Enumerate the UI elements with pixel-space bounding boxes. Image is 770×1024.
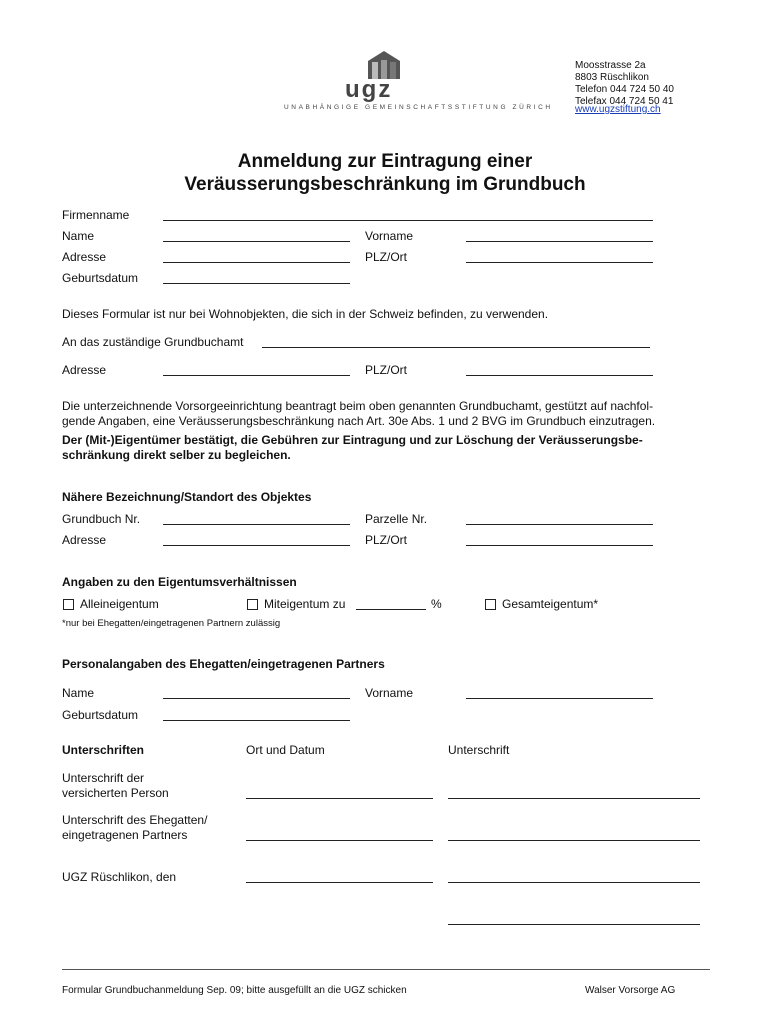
miteigentum-percent-field[interactable] (356, 609, 426, 610)
form-title-line1: Anmeldung zur Eintragung einer (237, 151, 533, 172)
partner-name-field[interactable] (163, 698, 350, 699)
address-city: 8803 Rüschlikon (575, 72, 649, 83)
person-sign-label-line1: Unterschrift der (62, 771, 145, 785)
partner-ort-datum-field[interactable] (246, 840, 433, 841)
logo-text: ugz (345, 76, 393, 103)
footer-left-text: Formular Grundbuchanmeldung Sep. 09; bitte ausgefüllt an die UGZ schicken (62, 985, 407, 996)
name-label: Name (62, 229, 95, 243)
vorname-label: Vorname (365, 229, 414, 243)
statement-line1: Die unterzeichnende Vorsorgeeinrichtung beantragt beim oben genannten Grundbuchamt, gestützt auf nachfol- (62, 399, 654, 413)
person-ort-datum-field[interactable] (246, 798, 433, 799)
person-signature-field[interactable] (448, 798, 700, 799)
address-street: Moosstrasse 2a (575, 60, 646, 71)
partner-geburtsdatum-label: Geburtsdatum (62, 708, 139, 722)
statement-bold-line2: schränkung direkt selber zu begleichen. (62, 448, 291, 462)
vorname-field[interactable] (466, 241, 653, 242)
parzelle-nr-field[interactable] (466, 524, 653, 525)
signatures-heading: Unterschriften (62, 743, 145, 757)
person-sign-label-line2: versicherten Person (62, 786, 169, 800)
object-adresse-label: Adresse (62, 533, 107, 547)
object-plz-label: PLZ/Ort (365, 533, 408, 547)
partner-geburtsdatum-field[interactable] (163, 720, 350, 721)
geburtsdatum-label: Geburtsdatum (62, 271, 139, 285)
grundbuchamt-label: An das zuständige Grundbuchamt (62, 335, 244, 349)
partner-name-label: Name (62, 686, 95, 700)
partner-heading: Personalangaben des Ehegatten/eingetragenen Partners (62, 657, 385, 671)
grundbuchamt-field[interactable] (262, 347, 650, 348)
form-title-line2: Veräusserungsbeschränkung im Grundbuch (184, 174, 586, 195)
notice-text: Dieses Formular ist nur bei Wohnobjekten, die sich in der Schweiz befinden, zu verwenden. (62, 307, 549, 321)
partner-vorname-field[interactable] (466, 698, 653, 699)
grundbuch-nr-label: Grundbuch Nr. (62, 512, 141, 526)
partner-sign-label-line1: Unterschrift des Ehegatten/ (62, 813, 208, 827)
partner-sign-label-line2: eingetragenen Partners (62, 828, 188, 842)
gesamteigentum-label: Gesamteigentum* (502, 597, 599, 611)
object-heading: Nähere Bezeichnung/Standort des Objektes (62, 490, 312, 504)
name-field[interactable] (163, 241, 350, 242)
unterschrift-header: Unterschrift (448, 743, 510, 757)
grundbuchamt-adresse-field[interactable] (163, 375, 350, 376)
grundbuchamt-adresse-label: Adresse (62, 363, 107, 377)
parzelle-nr-label: Parzelle Nr. (365, 512, 428, 526)
website-link[interactable]: www.ugzstiftung.ch (575, 104, 661, 115)
ugz-ort-datum-field[interactable] (246, 882, 433, 883)
object-plz-field[interactable] (466, 545, 653, 546)
adresse-label: Adresse (62, 250, 107, 264)
plz-ort-field[interactable] (466, 262, 653, 263)
grundbuchamt-plz-label: PLZ/Ort (365, 363, 408, 377)
plz-ort-label: PLZ/Ort (365, 250, 408, 264)
geburtsdatum-field[interactable] (163, 283, 350, 284)
firmenname-field[interactable] (163, 220, 653, 221)
grundbuch-nr-field[interactable] (163, 524, 350, 525)
adresse-field[interactable] (163, 262, 350, 263)
logo-tagline: UNABHÄNGIGE GEMEINSCHAFTSSTIFTUNG ZÜRICH (284, 104, 553, 111)
address-phone: Telefon 044 724 50 40 (575, 84, 674, 95)
footer-divider (62, 969, 710, 970)
gesamteigentum-checkbox[interactable] (485, 599, 496, 610)
ugz-second-signature-field[interactable] (448, 924, 700, 925)
statement-line2: gende Angaben, eine Veräusserungsbeschränkung nach Art. 30e Abs. 1 und 2 BVG im Grundbuch einzutragen. (62, 414, 656, 428)
grundbuchamt-plz-field[interactable] (466, 375, 653, 376)
percent-sign: % (431, 597, 442, 611)
partner-vorname-label: Vorname (365, 686, 414, 700)
firmenname-label: Firmenname (62, 208, 130, 222)
ownership-footnote: *nur bei Ehegatten/eingetragenen Partnern zulässig (62, 618, 281, 629)
ugz-sign-label: UGZ Rüschlikon, den (62, 870, 177, 884)
address-fax: Telefax 044 724 50 41 (575, 96, 674, 107)
ugz-signature-field[interactable] (448, 882, 700, 883)
ort-datum-header: Ort und Datum (246, 743, 325, 757)
alleineigentum-checkbox[interactable] (63, 599, 74, 610)
miteigentum-label: Miteigentum zu (264, 597, 346, 611)
object-adresse-field[interactable] (163, 545, 350, 546)
alleineigentum-label: Alleineigentum (80, 597, 159, 611)
ownership-heading: Angaben zu den Eigentumsverhältnissen (62, 575, 297, 589)
footer-right-text: Walser Vorsorge AG (585, 985, 676, 996)
partner-signature-field[interactable] (448, 840, 700, 841)
miteigentum-checkbox[interactable] (247, 599, 258, 610)
statement-bold-line1: Der (Mit-)Eigentümer bestätigt, die Gebühren zur Eintragung und zur Löschung der Veräusserungsbe- (62, 433, 643, 447)
